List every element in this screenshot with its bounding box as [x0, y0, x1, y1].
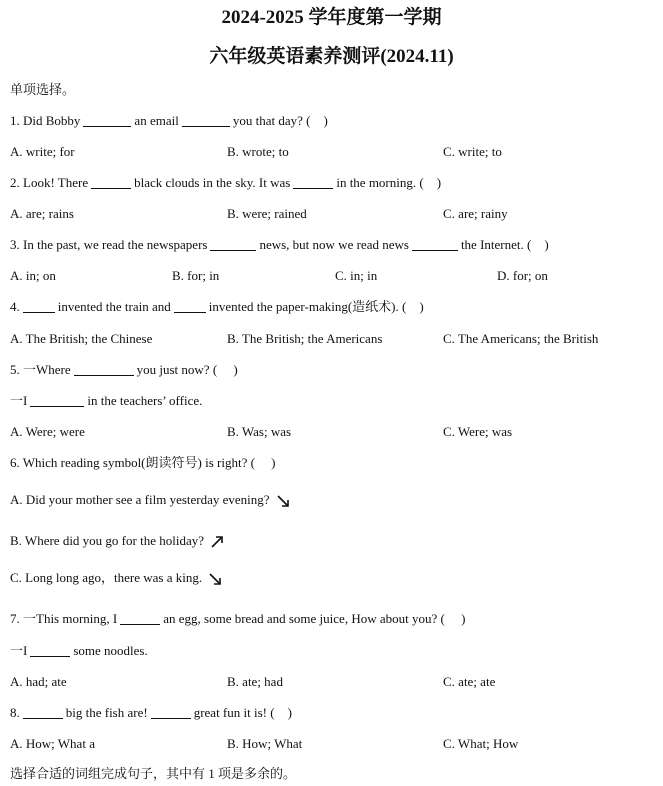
question-4: 4. invented the train and invented the paper-making(造纸术). ( ) — [10, 299, 424, 314]
exam-title: 2024-2025 学年度第一学期 — [221, 7, 442, 28]
option-a: A. Were; were — [10, 424, 85, 439]
question-3: 3. In the past, we read the newspapers news, but now we read news the Internet. ( ) — [10, 237, 549, 252]
option-c: C. ate; ate — [443, 674, 496, 689]
answer-blank — [74, 363, 134, 376]
option-a: A. Did your mother see a film yesterday evening? — [10, 492, 290, 512]
answer-blank — [23, 706, 63, 719]
option-a: A. had; ate — [10, 674, 67, 689]
option-d: D. for; on — [497, 268, 548, 283]
answer-blank — [210, 238, 256, 251]
option-b: B. The British; the Americans — [227, 331, 383, 346]
answer-blank — [30, 644, 70, 657]
option-b: B. wrote; to — [227, 144, 289, 159]
option-b: B. for; in — [172, 268, 220, 283]
question-2: 2. Look! There black clouds in the sky. It was in the morning. ( ) — [10, 175, 442, 190]
option-b: B. How; What — [227, 736, 303, 751]
answer-blank — [23, 300, 55, 313]
option-c: C. in; in — [335, 268, 378, 283]
answer-blank — [293, 176, 333, 189]
answer-blank — [151, 706, 191, 719]
option-a: A. are; rains — [10, 206, 74, 221]
answer-blank — [83, 114, 131, 127]
question-5-response: 一I in the teachers’ office. — [10, 393, 203, 408]
answer-blank — [30, 394, 84, 407]
section-heading: 单项选择。 — [10, 82, 76, 97]
answer-blank — [174, 300, 206, 313]
option-b: B. Where did you go for the holiday? — [10, 533, 224, 553]
answer-blank — [91, 176, 131, 189]
option-b: B. ate; had — [227, 674, 283, 689]
answer-blank — [412, 238, 458, 251]
option-c: C. Long long ago，there was a king. — [10, 570, 222, 590]
option-b: B. Was; was — [227, 424, 292, 439]
option-c: C. Were; was — [443, 424, 513, 439]
question-6: 6. Which reading symbol(朗读符号) is right? ( ) — [10, 455, 276, 470]
question-7: 7. 一This morning, I an egg, some bread and some juice, How about you? ( ) — [10, 611, 466, 626]
option-c: C. The Americans; the British — [443, 331, 599, 346]
question-7-response: 一I some noodles. — [10, 643, 148, 658]
option-a: A. How; What a — [10, 736, 95, 751]
option-c: C. What; How — [443, 736, 519, 751]
question-5: 5. 一Where you just now? ( ) — [10, 362, 238, 377]
option-c: C. are; rainy — [443, 206, 508, 221]
question-1: 1. Did Bobby an email you that day? ( ) — [10, 113, 328, 128]
answer-blank — [182, 114, 230, 127]
rising-intonation-arrow-icon — [210, 535, 224, 553]
question-8: 8. big the fish are! great fun it is! ( ) — [10, 705, 292, 720]
section-heading: 选择合适的词组完成句子，其中有 1 项是多余的。 — [10, 766, 297, 781]
option-b: B. were; rained — [227, 206, 307, 221]
answer-blank — [120, 612, 160, 625]
exam-subtitle: 六年级英语素养测评(2024.11) — [209, 46, 454, 67]
option-a: A. in; on — [10, 268, 56, 283]
option-a: A. write; for — [10, 144, 75, 159]
falling-intonation-arrow-icon — [276, 494, 290, 512]
option-a: A. The British; the Chinese — [10, 331, 153, 346]
falling-intonation-arrow-icon — [208, 572, 222, 590]
option-c: C. write; to — [443, 144, 502, 159]
